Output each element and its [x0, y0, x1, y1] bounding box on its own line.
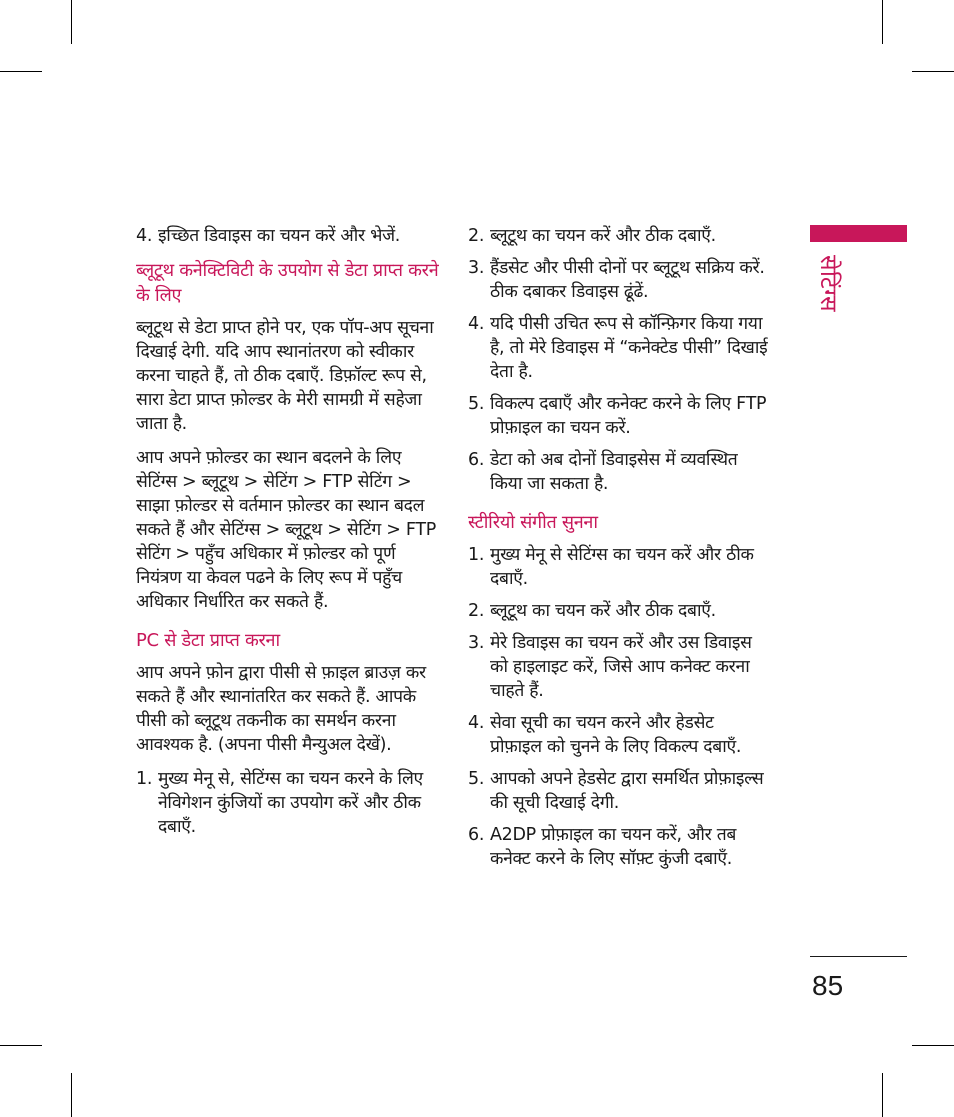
section-heading-receive-bluetooth: ब्लूटूथ कनेक्टिविटी के उपयोग से डेटा प्राप्त करने के लिए: [136, 260, 439, 306]
list-number: 2.: [468, 226, 485, 246]
list-text: आपको अपने हेडसेट द्वारा समर्थित प्रोफ़ाइल्स की सूची दिखाई देगी.: [490, 769, 764, 813]
step-list-pc-continued: [468, 224, 768, 496]
list-text: मुख्य मेनू से सेटिंग्स का चयन करें और ठीक दबाएँ.: [490, 545, 754, 589]
list-text: A2DP प्रोफ़ाइल का चयन करें, और तब कनेक्ट करने के लिए सॉफ़्ट कुंजी दबाएँ.: [490, 825, 737, 869]
list-number: 3.: [468, 258, 485, 278]
list-item: [468, 448, 768, 496]
paragraph-folder-settings: आप अपने फ़ोल्डर का स्थान बदलने के लिए सेटिंग्स > ब्लूटूथ > सेटिंग > FTP सेटिंग > साझा फ़ोल्डर से वर्तमान फ़ोल्डर का स्थान बदल सकते हैं और सेटिंग्स > ब्लूटूथ > सेटिंग > FTP सेटिंग > पहुँच अधिकार में फ़ोल्डर को पूर्ण नियंत्रण या केवल पढने के लिए रूप में पहुँच अधिकार निर्धारित कर सकते हैं.: [136, 448, 436, 612]
list-item: [468, 543, 768, 591]
list-item: [468, 312, 768, 384]
list-text: हैंडसेट और पीसी दोनों पर ब्लूटूथ सक्रिय करें. ठीक दबाकर डिवाइस ढूंढें.: [490, 258, 765, 302]
list-number: 2.: [468, 601, 485, 621]
crop-mark: [912, 71, 954, 72]
crop-mark: [0, 71, 42, 72]
crop-mark: [912, 1045, 954, 1046]
list-number: 4.: [468, 314, 485, 334]
list-item: [468, 711, 768, 759]
list-item: [136, 224, 441, 248]
list-number: 5.: [468, 394, 485, 414]
list-item: [468, 599, 768, 623]
list-text: ब्लूटूथ का चयन करें और ठीक दबाएँ.: [490, 226, 716, 246]
page-number: 85: [812, 970, 844, 1001]
crop-mark: [882, 1073, 883, 1117]
crop-mark: [0, 1045, 42, 1046]
list-item: [468, 256, 768, 304]
list-number: 3.: [468, 633, 485, 653]
section-tab-label: सेटिंग्स: [815, 255, 841, 313]
step-list-continued: [136, 224, 441, 248]
list-item: [468, 767, 768, 815]
list-text: सेवा सूची का चयन करने और हेडसेट प्रोफ़ाइल को चुनने के लिए विकल्प दबाएँ.: [490, 713, 742, 757]
left-column: [136, 224, 441, 847]
step-list-stereo: [468, 543, 768, 871]
section-heading-pc-receive: PC से डेटा प्राप्त करना: [136, 630, 280, 651]
section-tab-bar: [810, 225, 907, 242]
list-number: 5.: [468, 769, 485, 789]
list-text: डेटा को अब दोनों डिवाइसेस में व्यवस्थित किया जा सकता है.: [490, 450, 738, 494]
paragraph-receive-info: ब्लूटूथ से डेटा प्राप्त होने पर, एक पॉप-अप सूचना दिखाई देगी. यदि आप स्थानांतरण को स्वीकार करना चाहते हैं, तो ठीक दबाएँ. डिफ़ॉल्ट रूप से, सारा डेटा प्राप्त फ़ोल्डर के मेरी सामग्री में सहेजा जाता है.: [136, 318, 434, 434]
list-number: 4.: [468, 713, 485, 733]
list-number: 4.: [136, 226, 153, 246]
list-number: 1.: [136, 769, 153, 789]
list-text: ब्लूटूथ का चयन करें और ठीक दबाएँ.: [490, 601, 716, 621]
list-text: यदि पीसी उचित रूप से कॉन्फ़िगर किया गया है, तो मेरे डिवाइस में “कनेक्टेड पीसी” दिखाई देता है.: [490, 314, 768, 382]
section-heading-stereo-music: स्टीरियो संगीत सुनना: [468, 512, 598, 533]
list-text: इच्छित डिवाइस का चयन करें और भेजें.: [158, 226, 401, 246]
list-item: [468, 631, 768, 703]
page-number-rule: [810, 956, 907, 957]
list-number: 1.: [468, 545, 485, 565]
crop-mark: [882, 0, 883, 44]
list-item: [468, 224, 768, 248]
list-item: [468, 392, 768, 440]
list-number: 6.: [468, 825, 485, 845]
right-column: [468, 224, 768, 879]
list-item: [136, 767, 441, 839]
paragraph-pc-browse: आप अपने फ़ोन द्वारा पीसी से फ़ाइल ब्राउज़ कर सकते हैं और स्थानांतरित कर सकते हैं. आपके पीसी को ब्लूटूथ तकनीक का समर्थन करना आवश्यक है. (अपना पीसी मैन्युअल देखें).: [136, 663, 426, 755]
list-item: [468, 823, 768, 871]
crop-mark: [71, 1073, 72, 1117]
list-text: विकल्प दबाएँ और कनेक्ट करने के लिए FTP प्रोफ़ाइल का चयन करें.: [490, 394, 767, 438]
list-text: मेरे डिवाइस का चयन करें और उस डिवाइस को हाइलाइट करें, जिसे आप कनेक्ट करना चाहते हैं.: [490, 633, 752, 701]
step-list-pc: [136, 767, 441, 839]
list-number: 6.: [468, 450, 485, 470]
crop-mark: [71, 0, 72, 44]
list-text: मुख्य मेनू से, सेटिंग्स का चयन करने के लिए नेविगेशन कुंजियों का उपयोग करें और ठीक दबाएँ.: [158, 769, 423, 837]
